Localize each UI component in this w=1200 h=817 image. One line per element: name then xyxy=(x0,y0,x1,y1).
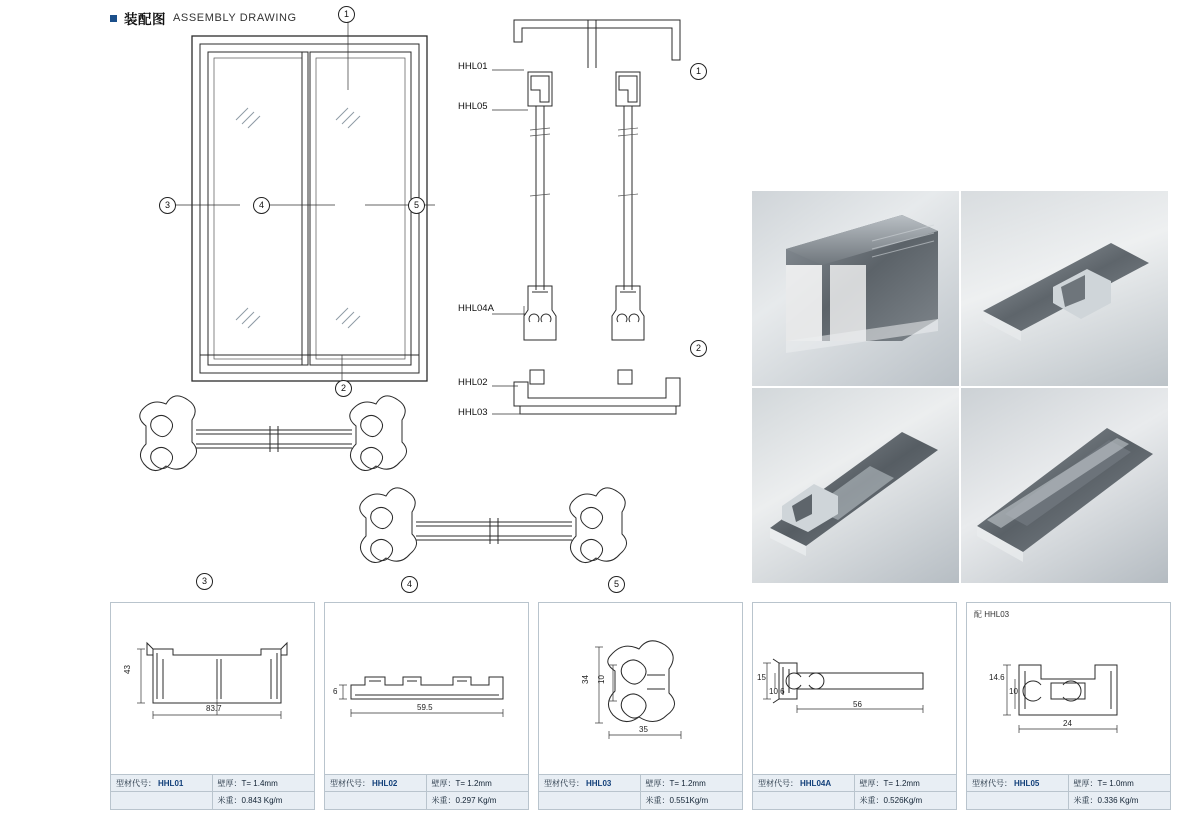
profile-card-hhl01 xyxy=(110,602,315,810)
callout-1-elevation: 1 xyxy=(338,6,355,23)
dim-hhl05-width: 24 xyxy=(1063,719,1072,728)
callout-5-elevation: 5 xyxy=(408,197,425,214)
profile-photo-hhl05 xyxy=(961,191,1168,386)
profile-section-hhl02 xyxy=(325,603,528,775)
weight-cell: 米重：0.843 Kg/m xyxy=(217,796,283,805)
weight-cell: 米重：0.336 Kg/m xyxy=(1073,796,1139,805)
label-hhl01: HHL01 xyxy=(458,61,488,72)
callout-5-profile: 5 xyxy=(608,576,625,593)
vertical-section-drawing xyxy=(500,10,720,420)
thickness-cell: 壁厚：T= 1.2mm xyxy=(855,775,957,792)
profile-spec-cards xyxy=(110,602,1170,810)
weight-cell: 米重：0.526Kg/m xyxy=(859,796,923,805)
profile-section-hhl05 xyxy=(967,603,1170,775)
page-title-cn: 装配图 xyxy=(124,12,166,27)
callout-1-section: 1 xyxy=(690,63,707,80)
code-cell: 型材代号： HHL04A xyxy=(753,775,855,792)
callout-3-elevation: 3 xyxy=(159,197,176,214)
label-hhl02: HHL02 xyxy=(458,377,488,388)
dim-hhl03-width: 35 xyxy=(639,725,648,734)
dim-hhl04a-h2: 10.6 xyxy=(769,687,785,696)
callout-4-profile: 4 xyxy=(401,576,418,593)
profile-card-hhl04a xyxy=(752,602,957,810)
thickness-cell: 壁厚：T= 1.4mm xyxy=(213,775,315,792)
dim-hhl03-h1: 34 xyxy=(580,675,590,684)
callout-2-section: 2 xyxy=(690,340,707,357)
dim-hhl03-h2: 10 xyxy=(596,675,606,684)
code-cell-blank xyxy=(967,792,1069,809)
spec-table-hhl05 xyxy=(967,774,1170,809)
code-cell: 型材代号： HHL01 xyxy=(111,775,213,792)
profile-card-hhl05 xyxy=(966,602,1171,810)
profile-photo-hhl01 xyxy=(752,191,959,386)
code-cell-blank xyxy=(325,792,427,809)
dim-hhl04a-h1: 15 xyxy=(757,673,766,682)
weight-cell: 米重：0.551Kg/m xyxy=(645,796,709,805)
spec-table-hhl03 xyxy=(539,774,742,809)
profile-section-hhl04a xyxy=(753,603,956,775)
spec-table-hhl02 xyxy=(325,774,528,809)
profile-photo-hhl04a xyxy=(752,388,959,583)
profile-photo-hhl02 xyxy=(961,388,1168,583)
label-hhl04a: HHL04A xyxy=(458,303,494,314)
profile-photo-grid xyxy=(752,191,1168,582)
dim-hhl05-h1: 14.6 xyxy=(989,673,1005,682)
square-marker-icon xyxy=(110,15,117,22)
dim-hhl01-height: 43 xyxy=(122,665,132,674)
dim-hhl02-height: 6 xyxy=(333,687,338,696)
profile-card-hhl02 xyxy=(324,602,529,810)
code-cell-blank xyxy=(111,792,213,809)
profile-section-hhl01 xyxy=(111,603,314,775)
profile-section-hhl03 xyxy=(539,603,742,775)
code-cell: 型材代号： HHL02 xyxy=(325,775,427,792)
weight-cell: 米重：0.297 Kg/m xyxy=(431,796,497,805)
callout-4-elevation: 4 xyxy=(253,197,270,214)
dim-hhl05-h2: 10 xyxy=(1009,687,1018,696)
code-cell: 型材代号： HHL05 xyxy=(967,775,1069,792)
card-note-hhl05: 配 HHL03 xyxy=(974,610,1010,619)
spec-table-hhl01 xyxy=(111,774,314,809)
dim-hhl01-width: 83.7 xyxy=(206,704,222,713)
dim-hhl02-width: 59.5 xyxy=(417,703,433,712)
thickness-cell: 壁厚：T= 1.0mm xyxy=(1069,775,1171,792)
thickness-cell: 壁厚：T= 1.2mm xyxy=(641,775,743,792)
code-cell: 型材代号： HHL03 xyxy=(539,775,641,792)
spec-table-hhl04a xyxy=(753,774,956,809)
callout-3-profile: 3 xyxy=(196,573,213,590)
page-title-en: ASSEMBLY DRAWING xyxy=(173,12,297,24)
label-hhl03: HHL03 xyxy=(458,407,488,418)
dim-hhl04a-width: 56 xyxy=(853,700,862,709)
code-cell-blank xyxy=(753,792,855,809)
horizontal-section-drawing xyxy=(130,390,700,590)
label-hhl05: HHL05 xyxy=(458,101,488,112)
thickness-cell: 壁厚：T= 1.2mm xyxy=(427,775,529,792)
callout-2-elevation: 2 xyxy=(335,380,352,397)
code-cell-blank xyxy=(539,792,641,809)
profile-card-hhl03 xyxy=(538,602,743,810)
